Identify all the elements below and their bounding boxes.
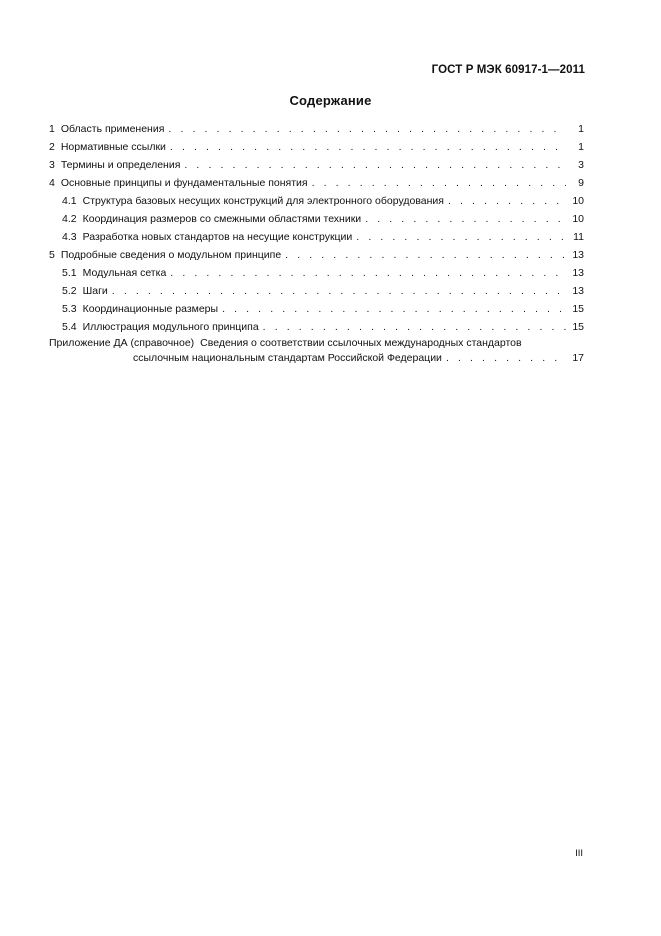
toc-entry-page: 1	[578, 123, 584, 135]
toc-entry-page: 11	[573, 231, 584, 243]
toc-entry-page: 1	[578, 141, 584, 153]
dot-leader	[285, 246, 566, 264]
toc-entry-page: 3	[578, 159, 584, 171]
appendix-title-line	[49, 336, 584, 351]
toc-entry-page: 13	[572, 249, 584, 261]
toc-entry-label: Структура базовых несущих конструкций для электронного оборудования	[82, 195, 444, 207]
toc-entry-5[interactable]	[49, 246, 584, 264]
toc-entry-5-2[interactable]	[49, 282, 584, 300]
toc-entry-1[interactable]	[49, 120, 584, 138]
toc-entry-number: 5	[49, 249, 55, 261]
toc-entry-number: 4.3	[62, 231, 77, 243]
toc-entry-2[interactable]	[49, 138, 584, 156]
appendix-label: Приложение ДА (справочное)	[49, 337, 195, 349]
toc-entry-number: 5.1	[62, 267, 77, 279]
toc-entry-label: Основные принципы и фундаментальные понятия	[60, 177, 308, 189]
appendix-page: 17	[572, 352, 584, 364]
toc-entry-page: 13	[572, 267, 584, 279]
toc-entry-4-2[interactable]	[49, 210, 584, 228]
dot-leader	[222, 300, 566, 318]
toc-entry-number: 1	[49, 123, 55, 135]
dot-leader	[263, 318, 566, 336]
toc-entry-label: Координация размеров со смежными областями техники	[82, 213, 362, 225]
toc-entry-label: Термины и определения	[60, 159, 181, 171]
table-of-contents	[49, 120, 584, 366]
toc-entry-appendix[interactable]	[49, 336, 584, 366]
dot-leader	[170, 138, 566, 156]
dot-leader	[170, 264, 566, 282]
toc-entry-number: 4.2	[62, 213, 77, 225]
toc-entry-page: 10	[572, 195, 584, 207]
toc-entry-5-4[interactable]	[49, 318, 584, 336]
appendix-title-continuation	[49, 351, 584, 366]
toc-entry-label: Шаги	[82, 285, 108, 297]
page-number: III	[575, 848, 583, 859]
appendix-title-part1: Сведения о соответствии ссылочных международных стандартов	[200, 337, 522, 349]
toc-entry-number: 5.4	[62, 321, 77, 333]
toc-entry-number: 5.3	[62, 303, 77, 315]
toc-entry-label: Модульная сетка	[82, 267, 167, 279]
dot-leader	[365, 210, 566, 228]
dot-leader	[184, 156, 566, 174]
toc-entry-4-3[interactable]	[49, 228, 584, 246]
appendix-title-part2: ссылочным национальным стандартам Российской Федерации	[133, 352, 442, 364]
toc-entry-label: Разработка новых стандартов на несущие конструкции	[82, 231, 353, 243]
dot-leader	[448, 192, 566, 210]
dot-leader	[112, 282, 566, 300]
dot-leader	[312, 174, 566, 192]
toc-entry-4[interactable]	[49, 174, 584, 192]
toc-entry-number: 2	[49, 141, 55, 153]
toc-title: Содержание	[289, 93, 372, 108]
dot-leader	[446, 351, 566, 366]
toc-entry-5-1[interactable]	[49, 264, 584, 282]
toc-entry-4-1[interactable]	[49, 192, 584, 210]
dot-leader	[356, 228, 566, 246]
toc-entry-page: 10	[572, 213, 584, 225]
toc-entry-5-3[interactable]	[49, 300, 584, 318]
toc-entry-label: Нормативные ссылки	[60, 141, 166, 153]
toc-entry-number: 3	[49, 159, 55, 171]
toc-entry-label: Координационные размеры	[82, 303, 219, 315]
toc-entry-number: 4	[49, 177, 55, 189]
toc-entry-number: 4.1	[62, 195, 77, 207]
toc-entry-page: 15	[572, 321, 584, 333]
toc-entry-page: 15	[572, 303, 584, 315]
toc-entry-page: 9	[578, 177, 584, 189]
document-code: ГОСТ Р МЭК 60917-1—2011	[431, 64, 585, 76]
toc-entry-3[interactable]	[49, 156, 584, 174]
toc-entry-page: 13	[572, 285, 584, 297]
toc-entry-label: Область применения	[60, 123, 165, 135]
toc-entry-number: 5.2	[62, 285, 77, 297]
toc-entry-label: Иллюстрация модульного принципа	[82, 321, 259, 333]
toc-entry-label: Подробные сведения о модульном принципе	[60, 249, 282, 261]
dot-leader	[168, 120, 566, 138]
